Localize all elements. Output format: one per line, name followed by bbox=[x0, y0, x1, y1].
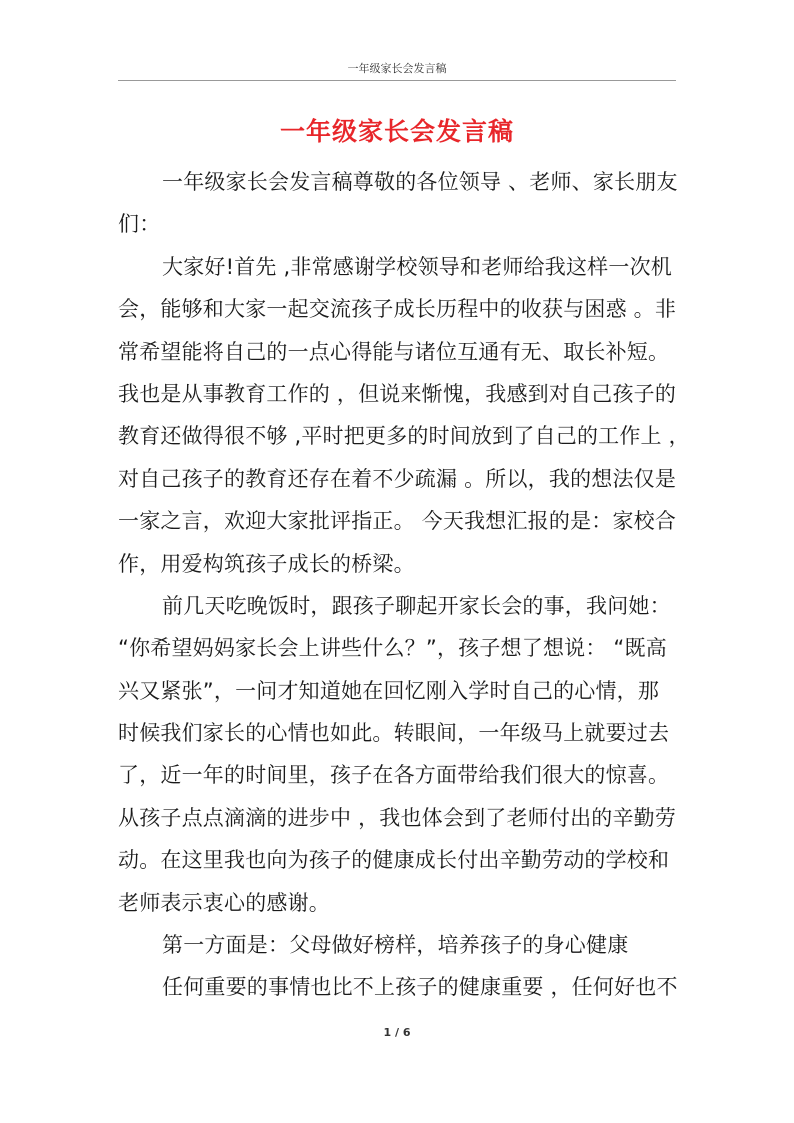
body-line: 了，近一年的时间里，孩子在各方面带给我们很大的惊喜。 bbox=[118, 763, 670, 788]
body-line: 对自己孩子的教育还存在着不少疏漏 。所以，我的想法仅是 bbox=[118, 466, 677, 491]
body-line: 会，能够和大家一起交流孩子成长历程中的收获与困惑 。非 bbox=[118, 297, 677, 322]
body-line: 一家之言，欢迎大家批评指正。 今天我想汇报的是：家校合 bbox=[118, 509, 677, 534]
body-line: 作，用爱构筑孩子成长的桥梁。 bbox=[118, 551, 415, 576]
body-line: 常希望能将自己的一点心得能与诸位互通有无、取长补短。 bbox=[118, 339, 670, 364]
page-number: 1 / 6 bbox=[383, 1026, 411, 1039]
body-line: 们： bbox=[118, 212, 161, 237]
running-header: 一年级家长会发言稿 bbox=[347, 62, 447, 75]
document-body bbox=[118, 161, 690, 1009]
body-line: 任何重要的事情也比不上孩子的健康重要 ，任何好也不 bbox=[162, 975, 678, 1000]
header-divider bbox=[118, 80, 676, 81]
body-line: 从孩子点点滴滴的进步中 ，我也体会到了老师付出的辛勤劳 bbox=[118, 805, 677, 830]
body-line: 我也是从事教育工作的 ，但说来惭愧，我感到对自己孩子的 bbox=[118, 381, 677, 406]
body-line: “你希望妈妈家长会上讲些什么？”，孩子想了想说： “既高 bbox=[118, 636, 667, 661]
body-line: 教育还做得很不够 ,平时把更多的时间放到了自己的工作上 ， bbox=[118, 424, 690, 449]
body-line: 前几天吃晚饭时，跟孩子聊起开家长会的事，我问她： bbox=[162, 593, 671, 618]
body-line: 第一方面是：父母做好榜样，培养孩子的身心健康 bbox=[162, 933, 629, 958]
body-line: 时候我们家长的心情也如此。转眼间，一年级马上就要过去 bbox=[118, 721, 670, 746]
body-line: 兴又紧张”，一问才知道她在回忆刚入学时自己的心情，那 bbox=[118, 678, 660, 703]
body-line: 大家好!首先 ,非常感谢学校领导和老师给我这样一次机 bbox=[162, 254, 672, 279]
body-line: 一年级家长会发言稿尊敬的各位领导 、老师、家长朋友 bbox=[162, 170, 678, 194]
body-line: 老师表示衷心的感谢。 bbox=[118, 890, 330, 915]
body-line: 动。在这里我也向为孩子的健康成长付出辛勤劳动的学校和 bbox=[118, 848, 670, 873]
document-title: 一年级家长会发言稿 bbox=[279, 117, 514, 146]
